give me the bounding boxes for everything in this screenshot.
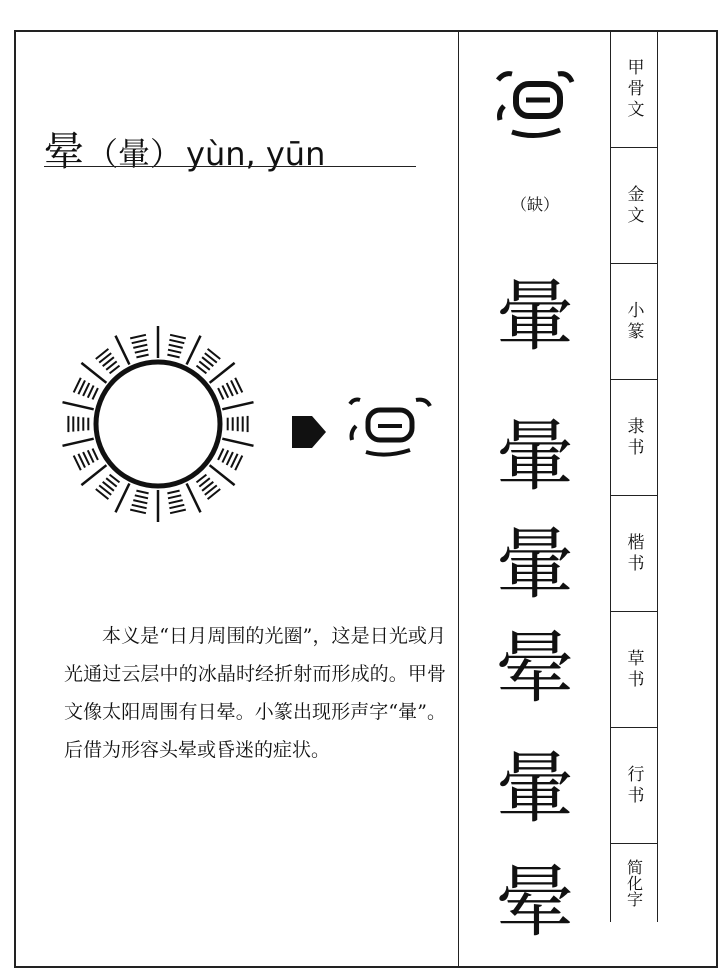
label-seal: 小篆 — [611, 264, 657, 380]
oracle-bone-glyph-small — [346, 382, 432, 462]
label-cursive: 草书 — [611, 612, 657, 728]
sun-halo-illustration — [58, 324, 258, 524]
halo-ray — [63, 439, 98, 471]
left-panel — [16, 32, 458, 966]
label-oracle-bone: 甲骨文 — [611, 32, 657, 148]
halo-ray — [222, 416, 253, 446]
running-script-glyph: 暈 — [495, 744, 574, 834]
halo-ray — [187, 475, 221, 513]
label-bronze: 金文 — [611, 148, 657, 264]
label-clerical: 隶书 — [611, 380, 657, 496]
seal-script-glyph: 暈 — [495, 272, 574, 362]
glyph-column — [460, 32, 610, 966]
halo-ray — [158, 490, 186, 522]
column-divider — [458, 32, 459, 966]
simplified-glyph: 晕 — [495, 858, 574, 948]
bronze-missing-note: （缺） — [510, 195, 559, 214]
cursive-script-glyph: 晕 — [495, 624, 574, 714]
halo-ray — [96, 336, 130, 374]
headword-character: 晕 — [44, 129, 84, 175]
regular-script-glyph: 暈 — [495, 520, 574, 610]
label-running: 行书 — [611, 728, 657, 844]
halo-ray — [63, 402, 94, 432]
headword-underline — [44, 166, 416, 167]
script-label-column — [610, 32, 658, 922]
traditional-form: （暈） — [86, 135, 183, 173]
headword — [44, 120, 325, 177]
halo-ray — [218, 378, 253, 410]
halo-ray — [167, 335, 200, 365]
arrow-icon — [292, 412, 326, 452]
explanation-text: 本义是“日月周围的光圈”，这是日光或月光通过云层中的冰晶时经折射而形成的。甲骨文像太阳周围有日晕。小篆出现形声字“暈”。后借为形容头晕或昏迷的症状。 — [64, 625, 446, 761]
page-frame — [14, 30, 718, 968]
label-simplified: 简化字 — [624, 859, 644, 907]
halo-ray — [116, 484, 149, 514]
pinyin: yùn, yūn — [186, 135, 326, 173]
clerical-script-glyph: 暈 — [495, 412, 574, 502]
oracle-bone-glyph — [460, 52, 610, 144]
halo-ray — [130, 326, 158, 358]
label-regular: 楷书 — [611, 496, 657, 612]
